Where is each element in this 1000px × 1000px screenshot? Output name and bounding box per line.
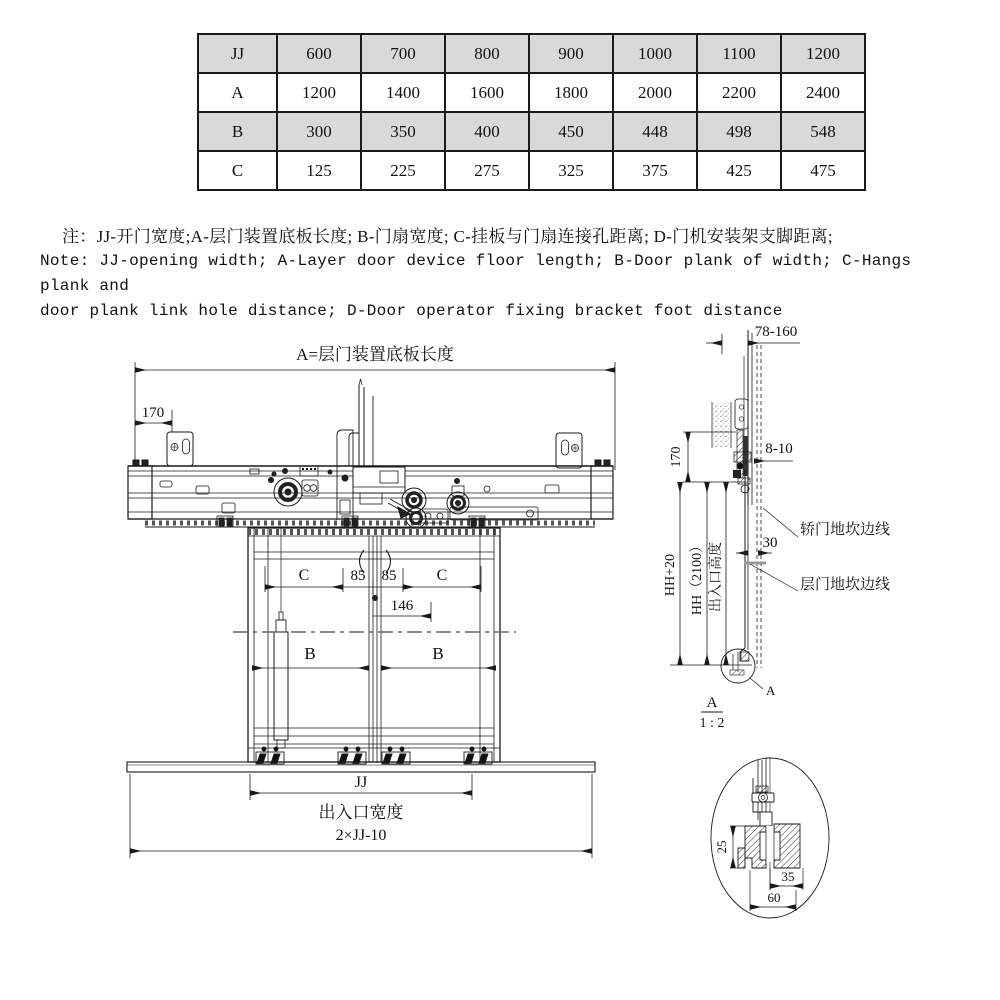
table-cell: 350 [361,112,445,151]
dim-25: 25 [714,840,729,854]
detail-title-a: A [706,695,718,711]
dim-85-left: 85 [350,568,366,584]
section-view-drawing [663,324,890,731]
table-cell: 225 [361,151,445,190]
dim-170: 170 [141,405,165,421]
table-cell: 375 [613,151,697,190]
table-cell: 1200 [277,73,361,112]
table-cell: 2400 [781,73,865,112]
table-cell: 425 [697,151,781,190]
table-cell: 700 [361,34,445,73]
label-landing-door-sill-line: 层门地坎边线 [800,577,891,593]
dim-hh-2100: HH（2100） [690,538,705,616]
table-cell: 300 [277,112,361,151]
label-car-door-sill-line: 轿门地坎边线 [800,522,891,538]
detail-scale-label: 1 : 2 [699,716,725,731]
table-row-header: A [198,73,277,112]
dim-85-right: 85 [381,568,397,584]
detail-a-drawing [711,757,829,918]
dim-b-left: B [304,644,316,663]
front-view-drawing [127,345,615,858]
detail-callout-a: A [766,683,776,698]
dim-a-total: A=层门装置底板长度 [296,345,454,364]
table-cell: 475 [781,151,865,190]
table-cell: 275 [445,151,529,190]
table-cell: 800 [445,34,529,73]
label-door-formula: 2×JJ-10 [335,827,387,844]
dim-146: 146 [390,598,414,614]
table-row-header: B [198,112,277,151]
table-cell: 1100 [697,34,781,73]
table-cell: 900 [529,34,613,73]
dim-jj: JJ [354,774,368,791]
table-cell: 1400 [361,73,445,112]
table-cell: 325 [529,151,613,190]
table-cell: 1800 [529,73,613,112]
note-line-english-2: door plank link hole distance; D-Door operator fixing bracket foot distance [40,302,783,320]
dim-c-left: C [298,567,310,584]
dim-b-right: B [432,644,444,663]
dim-35: 35 [781,869,795,884]
table-cell: 2200 [697,73,781,112]
label-opening-width: 出入口宽度 [318,803,404,822]
label-opening-height: 出入口高度 [709,542,724,612]
table-cell: 125 [277,151,361,190]
note-line-chinese: 注：JJ-开门宽度;A-层门装置底板长度; B-门扇宽度; C-挂板与门扇连接孔距离; D-门机安装架支脚距离; [62,227,833,246]
dim-170-section: 170 [669,446,684,468]
table-cell: 548 [781,112,865,151]
table-cell: 1000 [613,34,697,73]
dim-c-right: C [436,567,448,584]
table-cell: 2000 [613,73,697,112]
table-cell: 498 [697,112,781,151]
table-cell: 1600 [445,73,529,112]
table-cell: 450 [529,112,613,151]
table-row-header: JJ [198,34,277,73]
dim-78-160: 78-160 [754,324,798,340]
table-cell: 448 [613,112,697,151]
table-cell: 1200 [781,34,865,73]
table-row-header: C [198,151,277,190]
table-cell: 400 [445,112,529,151]
note-line-english-1: Note: JJ-opening width; A-Layer door device floor length; B-Door plank of width; C-Hangs plank and [40,252,912,295]
dim-hh-plus-20: HH+20 [663,553,678,597]
dim-8-10: 8-10 [765,441,793,457]
dim-30: 30 [762,535,778,551]
table-cell: 600 [277,34,361,73]
dim-60: 60 [767,890,781,905]
